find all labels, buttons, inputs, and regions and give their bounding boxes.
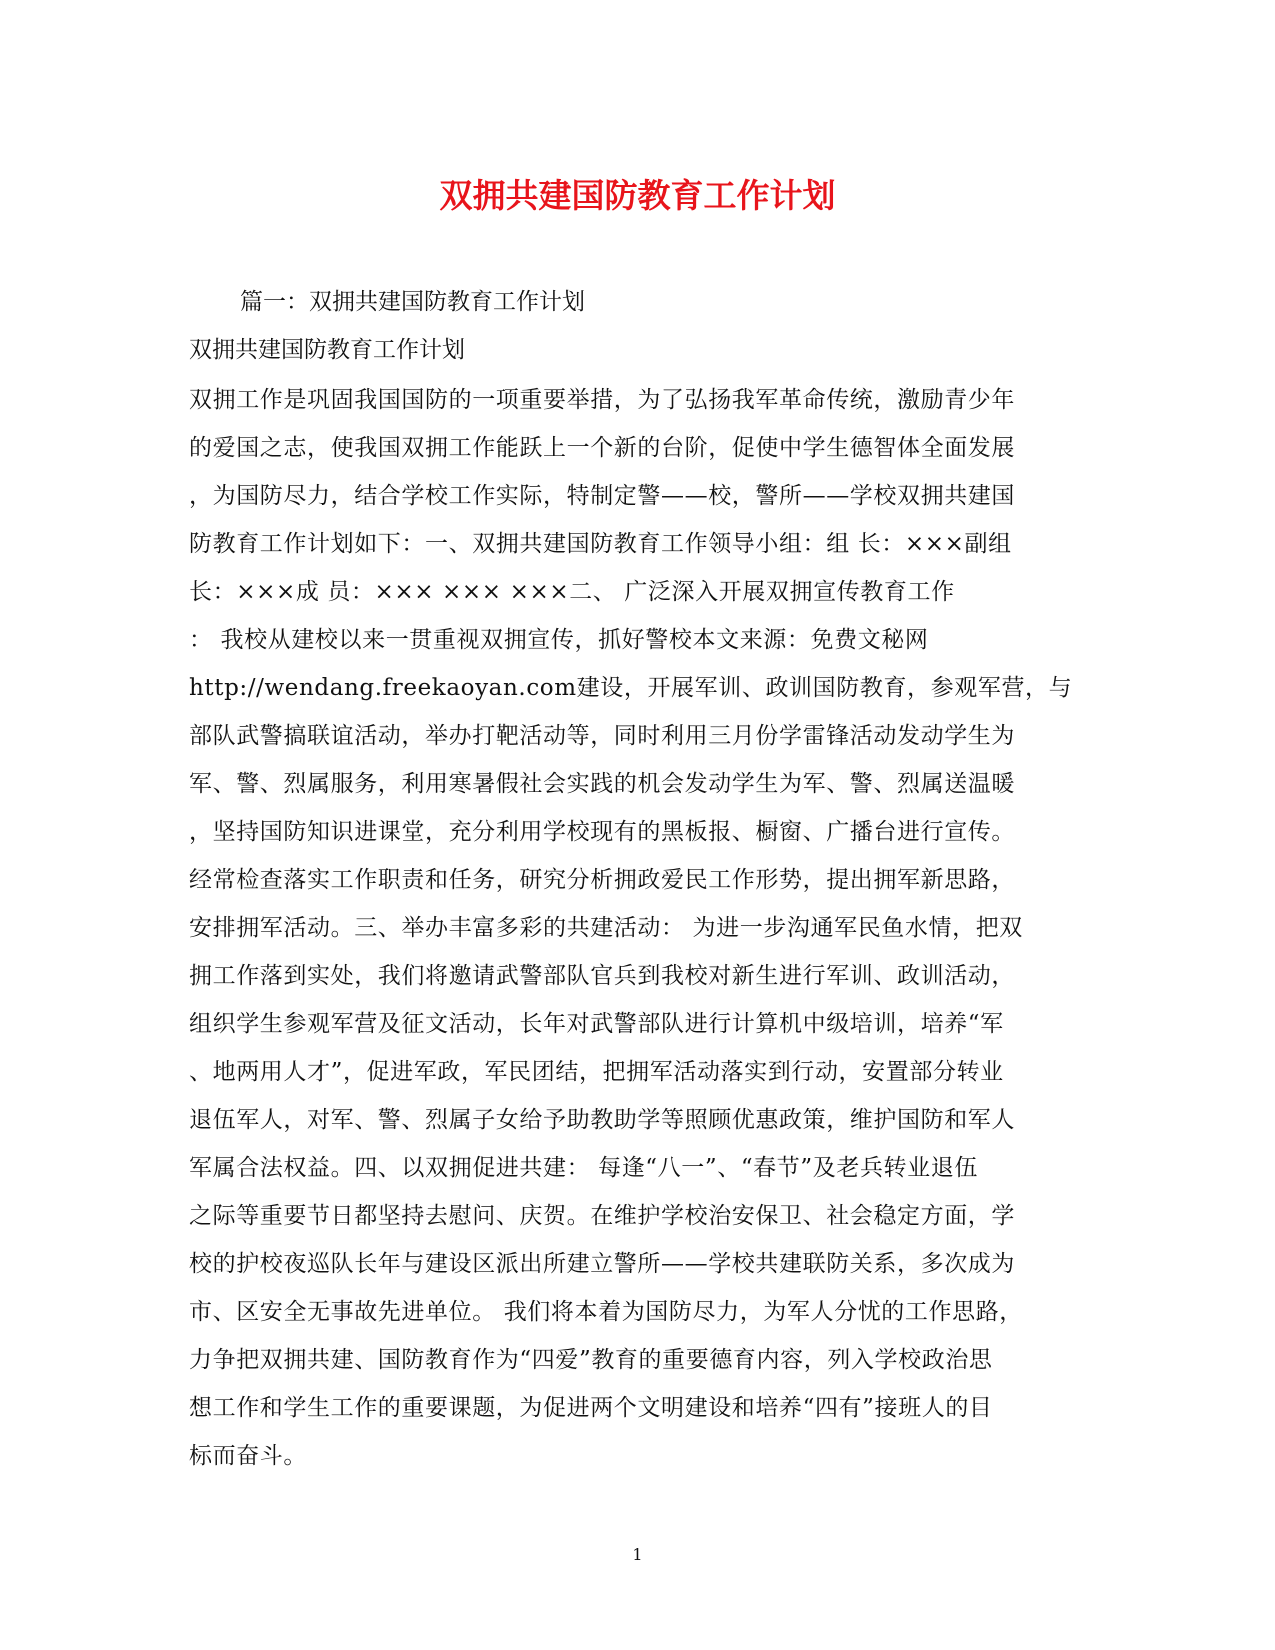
body-line: 、地两用人才”，促进军政，军民团结，把拥军活动落实到行动，安置部分转业: [189, 1059, 1004, 1085]
body-line: 之际等重要节日都坚持去慰问、庆贺。在维护学校治安保卫、社会稳定方面，学: [189, 1203, 1015, 1229]
document-title: 双拥共建国防教育工作计划: [439, 176, 836, 215]
body-line: 市、区安全无事故先进单位。 我们将本着为国防尽力，为军人分忧的工作思路，: [189, 1299, 1023, 1325]
body-line: 标而奋斗。: [189, 1443, 307, 1469]
document-subtitle: 双拥共建国防教育工作计划: [189, 337, 465, 363]
body-line: 部队武警搞联谊活动，举办打靶活动等，同时利用三月份学雷锋活动发动学生为: [189, 723, 1015, 749]
body-line: 防教育工作计划如下：一、双拥共建国防教育工作领导小组：组 长：×××副组: [189, 531, 1012, 557]
body-line: ，坚持国防知识进课堂，充分利用学校现有的黑板报、橱窗、广播台进行宣传。: [189, 819, 1015, 845]
body-line: 组织学生参观军营及征文活动，长年对武警部队进行计算机中级培训，培养“军: [189, 1011, 1004, 1037]
body-line: 双拥工作是巩固我国国防的一项重要举措，为了弘扬我军革命传统，激励青少年: [189, 387, 1015, 413]
body-line: 的爱国之志，使我国双拥工作能跃上一个新的台阶，促使中学生德智体全面发展: [189, 435, 1015, 461]
body-line: 退伍军人，对军、警、烈属子女给予助教助学等照顾优惠政策，维护国防和军人: [189, 1107, 1015, 1133]
body-line: 长：×××成 员：××× ××× ×××二、 广泛深入开展双拥宣传教育工作: [189, 579, 955, 605]
body-line: 军属合法权益。四、以双拥促进共建： 每逢“八一”、“春节”及老兵转业退伍: [189, 1155, 978, 1181]
body-text: [189, 376, 1085, 1480]
body-line: ： 我校从建校以来一贯重视双拥宣传，抓好警校本文来源：免费文秘网: [189, 627, 929, 653]
body-line: 力争把双拥共建、国防教育作为“四爱”教育的重要德育内容，列入学校政治思: [189, 1347, 993, 1373]
page-number: 1: [632, 1545, 643, 1564]
body-line: 军、警、烈属服务，利用寒暑假社会实践的机会发动学生为军、警、烈属送温暖: [189, 771, 1015, 797]
body-line: 想工作和学生工作的重要课题，为促进两个文明建设和培养“四有”接班人的目: [189, 1395, 993, 1421]
body-line: 安排拥军活动。三、举办丰富多彩的共建活动： 为进一步沟通军民鱼水情，把双: [189, 915, 1023, 941]
body-line: 经常检查落实工作职责和任务，研究分析拥政爱民工作形势，提出拥军新思路，: [189, 867, 1015, 893]
section-heading: 篇一：双拥共建国防教育工作计划: [240, 289, 585, 315]
body-line: 拥工作落到实处，我们将邀请武警部队官兵到我校对新生进行军训、政训活动，: [189, 963, 1015, 989]
body-line-with-url: http://wendang.freekaoyan.com建设，开展军训、政训国防教育，参观军营，与: [189, 675, 1073, 701]
body-line: 校的护校夜巡队长年与建设区派出所建立警所——学校共建联防关系，多次成为: [189, 1251, 1015, 1277]
body-line: ，为国防尽力，结合学校工作实际，特制定警——校，警所——学校双拥共建国: [189, 483, 1015, 509]
